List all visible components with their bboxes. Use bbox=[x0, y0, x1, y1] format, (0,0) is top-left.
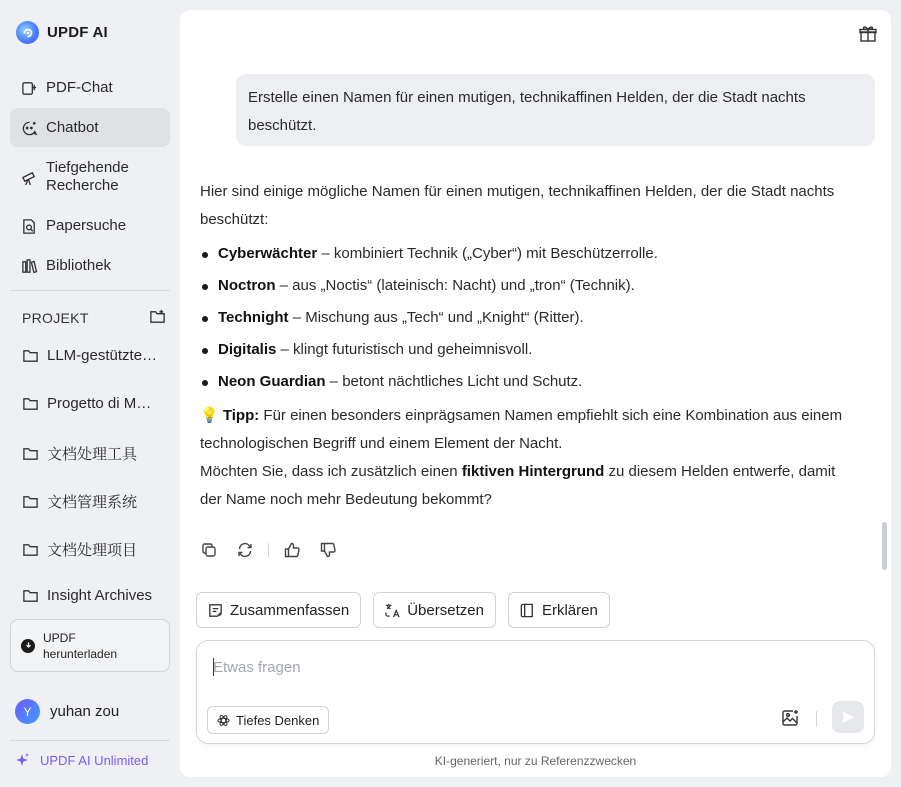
project-label: 文档管理系统 bbox=[47, 494, 138, 511]
nav-item-library[interactable] bbox=[10, 257, 170, 275]
summarize-button[interactable] bbox=[196, 592, 361, 628]
user-message: Erstelle einen Namen für einen mutigen, technikaffinen Helden, der die Stadt nachts beschützt. bbox=[236, 74, 875, 146]
library-icon bbox=[20, 257, 38, 275]
download-label-line1: UPDF bbox=[43, 630, 76, 645]
project-item[interactable] bbox=[22, 491, 167, 512]
project-label: LLM-gestützte… bbox=[47, 347, 158, 364]
list-item-name: Digitalis bbox=[218, 341, 277, 358]
explain-label: Erklären bbox=[541, 601, 598, 619]
nav-label: Chatbot bbox=[46, 119, 99, 136]
follow-up-question bbox=[200, 458, 860, 514]
summarize-icon bbox=[207, 602, 224, 619]
regenerate-icon[interactable] bbox=[236, 541, 254, 559]
list-item bbox=[200, 366, 860, 398]
summarize-label: Zusammenfassen bbox=[230, 601, 350, 619]
updf-logo-icon bbox=[16, 21, 39, 44]
translate-icon bbox=[384, 602, 401, 619]
folder-icon bbox=[22, 541, 39, 558]
list-item-name: Neon Guardian bbox=[218, 373, 326, 390]
thumbs-down-icon[interactable] bbox=[319, 541, 337, 559]
nav-item-deep-research[interactable] bbox=[10, 159, 170, 195]
user-profile[interactable] bbox=[15, 699, 119, 724]
disclaimer: KI-generiert, nur zu Referenzzwecken bbox=[434, 754, 637, 768]
avatar: Y bbox=[15, 699, 40, 724]
tip-text: Für einen besonders einprägsamen Namen empfiehlt sich eine Kombination aus einem technologischen Begriff und einem Element der Nacht. bbox=[200, 407, 843, 452]
list-item-desc: – betont nächtliches Licht und Schutz. bbox=[325, 373, 583, 390]
question-bold: fiktiven Hintergrund bbox=[461, 463, 605, 480]
folder-icon bbox=[22, 493, 39, 510]
question-text: zu diesem Helden entwerfe, damit der Name noch mehr Bedeutung bekommt? bbox=[200, 463, 836, 508]
question-text: Möchten Sie, dass ich zusätzlich einen bbox=[200, 463, 462, 480]
list-item-desc: – kombiniert Technik („Cyber“) mit Beschützerrolle. bbox=[317, 245, 658, 262]
download-app-button[interactable] bbox=[10, 619, 170, 672]
list-item-desc: – aus „Noctis“ (lateinisch: Nacht) und „tron“ (Technik). bbox=[275, 277, 635, 294]
project-label: Insight Archives bbox=[47, 587, 153, 604]
brand[interactable] bbox=[16, 21, 108, 44]
answer-intro: Hier sind einige mögliche Namen für einen mutigen, technikaffinen Helden, der die Stadt nachts beschützt: bbox=[200, 183, 835, 228]
name-list bbox=[200, 238, 860, 398]
sidebar-divider bbox=[10, 740, 170, 741]
scrollbar[interactable] bbox=[882, 522, 887, 570]
nav-label: PDF-Chat bbox=[46, 79, 113, 96]
list-item-desc: – klingt futuristisch und geheimnisvoll. bbox=[276, 341, 533, 358]
lightbulb-icon: 💡 bbox=[200, 407, 219, 424]
gift-icon[interactable] bbox=[858, 24, 878, 44]
project-label: 文档处理项目 bbox=[47, 542, 138, 559]
list-item bbox=[200, 334, 860, 366]
folder-icon bbox=[22, 587, 39, 604]
tip-paragraph bbox=[200, 402, 860, 458]
translate-button[interactable] bbox=[373, 592, 496, 628]
telescope-icon bbox=[20, 168, 38, 186]
nav-label: Tiefgehende Recherche bbox=[46, 159, 129, 194]
nav-label: Bibliothek bbox=[46, 257, 112, 274]
nav-label: Papersuche bbox=[46, 217, 127, 234]
action-divider bbox=[268, 543, 269, 557]
explain-button[interactable] bbox=[508, 592, 610, 628]
translate-label: Übersetzen bbox=[407, 601, 484, 619]
send-icon bbox=[840, 709, 856, 725]
nav-item-pdf-chat[interactable] bbox=[10, 79, 170, 97]
list-item-name: Technight bbox=[218, 309, 289, 326]
upgrade-label: UPDF AI Unlimited bbox=[40, 752, 149, 768]
sparkle-icon bbox=[14, 752, 30, 768]
image-upload-icon[interactable] bbox=[780, 708, 802, 730]
upgrade-link[interactable] bbox=[14, 752, 148, 768]
new-folder-icon[interactable] bbox=[149, 308, 166, 328]
nav-item-chatbot[interactable] bbox=[10, 108, 170, 147]
copy-icon[interactable] bbox=[200, 541, 218, 559]
project-item[interactable] bbox=[22, 347, 167, 364]
list-item-desc: – Mischung aus „Tech“ und „Knight“ (Ritter). bbox=[288, 309, 584, 326]
chat-input[interactable] bbox=[213, 655, 773, 679]
explain-icon bbox=[519, 602, 536, 619]
project-item[interactable] bbox=[22, 395, 167, 412]
list-item-name: Noctron bbox=[218, 277, 276, 294]
quick-actions bbox=[196, 592, 610, 628]
assistant-message bbox=[200, 178, 860, 514]
list-item bbox=[200, 302, 860, 334]
download-label bbox=[43, 630, 117, 662]
list-item bbox=[200, 238, 860, 270]
composer bbox=[196, 640, 875, 744]
download-label-line2: herunterladen bbox=[43, 646, 118, 661]
deep-thinking-toggle[interactable] bbox=[207, 706, 329, 734]
folder-icon bbox=[22, 445, 39, 462]
project-label: Progetto di M… bbox=[47, 395, 152, 412]
deep-thinking-label: Tiefes Denken bbox=[236, 712, 320, 728]
text-caret bbox=[213, 658, 214, 676]
thumbs-up-icon[interactable] bbox=[283, 541, 301, 559]
project-header bbox=[22, 308, 166, 328]
atom-icon bbox=[217, 714, 230, 727]
message-actions bbox=[200, 541, 337, 559]
project-item[interactable] bbox=[22, 539, 167, 560]
nav-item-paper-search[interactable] bbox=[10, 217, 170, 235]
tip-label: Tipp: bbox=[222, 407, 260, 424]
sidebar bbox=[0, 0, 180, 787]
list-item-name: Cyberwächter bbox=[218, 245, 318, 262]
chat-panel bbox=[180, 10, 891, 777]
project-item[interactable] bbox=[22, 587, 167, 604]
sidebar-divider bbox=[10, 290, 170, 291]
chatbot-icon bbox=[20, 119, 38, 137]
folder-icon bbox=[22, 347, 39, 364]
folder-icon bbox=[22, 395, 39, 412]
pdf-chat-icon bbox=[20, 79, 38, 97]
project-heading: PROJEKT bbox=[22, 310, 89, 326]
user-name: yuhan zou bbox=[50, 703, 120, 720]
paper-search-icon bbox=[20, 217, 38, 235]
download-icon bbox=[21, 639, 35, 653]
brand-name: UPDF AI bbox=[47, 24, 108, 41]
send-button[interactable] bbox=[832, 701, 864, 733]
project-item[interactable] bbox=[22, 443, 167, 464]
composer-divider bbox=[816, 711, 817, 727]
project-label: 文档处理工具 bbox=[47, 446, 138, 463]
list-item bbox=[200, 270, 860, 302]
